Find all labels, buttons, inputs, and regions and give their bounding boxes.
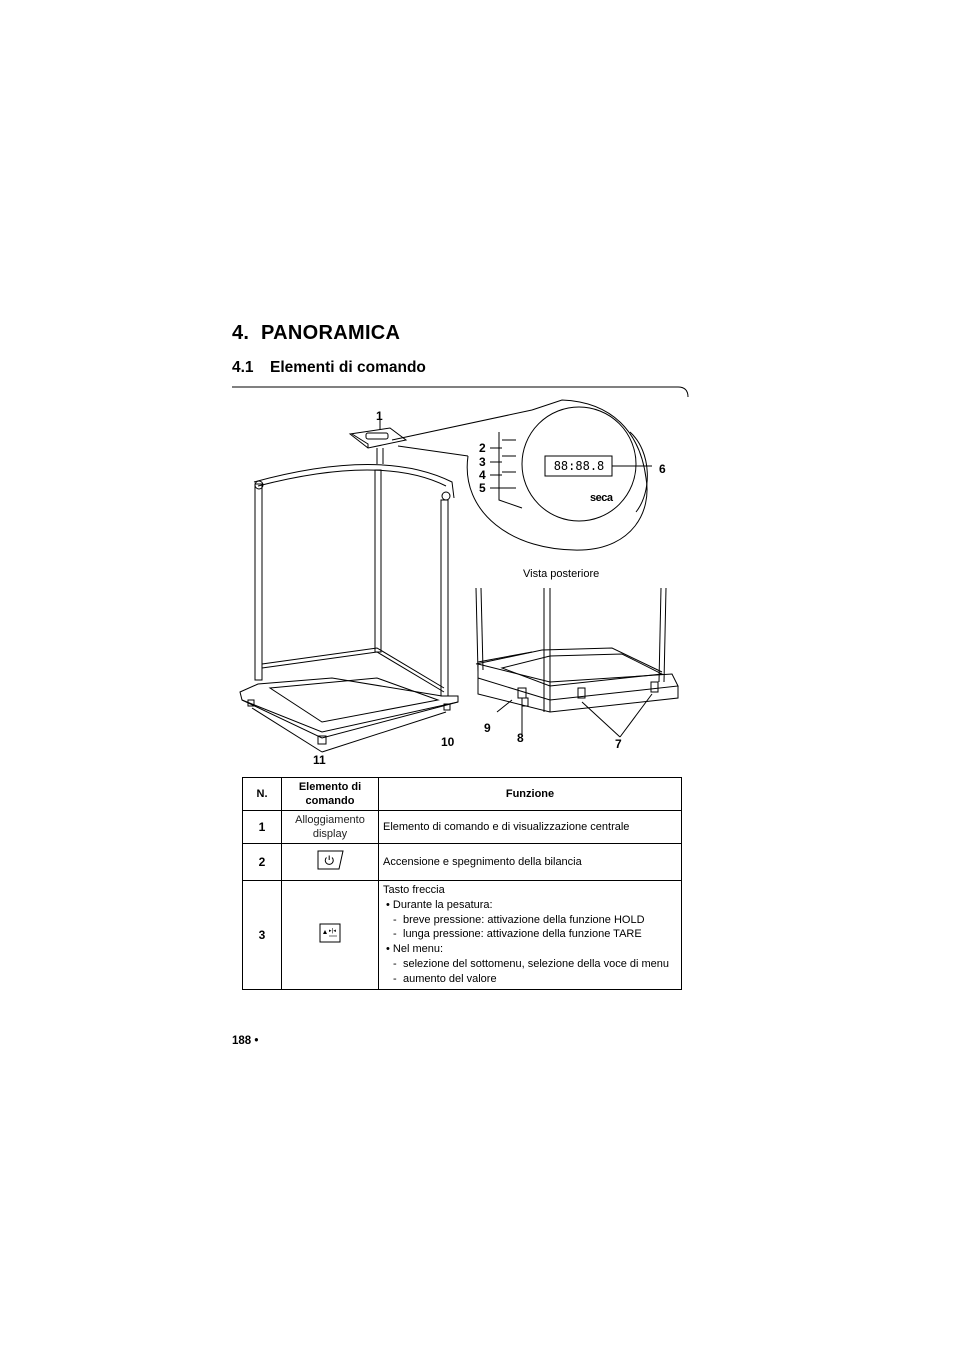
table-row xyxy=(243,844,682,881)
callout-9: 9 xyxy=(484,721,491,735)
table-row xyxy=(243,811,682,844)
section-title: Elementi di comando xyxy=(270,359,426,376)
list-item: - breve pressione: attivazione della funzione HOLD xyxy=(393,913,645,926)
row-function: Elemento di comando e di visualizzazione centrale xyxy=(379,811,682,844)
display-window: 88:88.8 xyxy=(553,459,605,473)
list-item: • Durante la pesatura: xyxy=(386,898,493,911)
svg-text:▸|◂: ▸|◂ xyxy=(329,927,336,934)
list-item: - aumento del valore xyxy=(393,972,497,985)
chapter-heading xyxy=(232,322,400,345)
header-element: Elemento di comando xyxy=(282,778,379,811)
callout-8: 8 xyxy=(517,731,524,745)
callout-5: 5 xyxy=(479,481,486,495)
table-header-row xyxy=(243,778,682,811)
row-element: Alloggiamento display xyxy=(282,811,379,844)
callout-1: 1 xyxy=(376,409,383,423)
callout-7: 7 xyxy=(615,737,622,751)
table-row xyxy=(243,881,682,990)
callout-2: 2 xyxy=(479,441,486,455)
arrow-key-icon xyxy=(319,923,341,943)
callout-3: 3 xyxy=(479,455,486,469)
chapter-number: 4. xyxy=(232,322,250,344)
row-number: 3 xyxy=(243,881,282,990)
list-item: - lunga pressione: attivazione della funzione TARE xyxy=(393,928,642,941)
row-function xyxy=(379,881,682,990)
power-key-icon xyxy=(315,849,345,871)
function-title: Tasto freccia xyxy=(383,884,445,896)
list-item: • Nel menu: xyxy=(386,943,444,956)
callout-11: 11 xyxy=(313,753,326,767)
rear-view-caption: Vista posteriore xyxy=(523,568,600,580)
section-number: 4.1 xyxy=(232,359,254,376)
row-number: 2 xyxy=(243,844,282,881)
controls-table xyxy=(242,777,682,990)
list-item: - selezione del sottomenu, selezione della voce di menu xyxy=(393,957,669,970)
scale-illustration xyxy=(232,382,690,772)
callout-4: 4 xyxy=(479,468,486,482)
chapter-title: PANORAMICA xyxy=(261,322,401,344)
row-number: 1 xyxy=(243,811,282,844)
header-function: Funzione xyxy=(379,778,682,811)
row-function: Accensione e spegnimento della bilancia xyxy=(379,844,682,881)
callout-10: 10 xyxy=(441,735,455,749)
callout-6: 6 xyxy=(659,462,666,476)
brand-logo: seca xyxy=(590,492,613,504)
page-number: 188 • xyxy=(232,1035,259,1047)
header-number: N. xyxy=(243,778,282,811)
section-heading xyxy=(232,359,426,377)
